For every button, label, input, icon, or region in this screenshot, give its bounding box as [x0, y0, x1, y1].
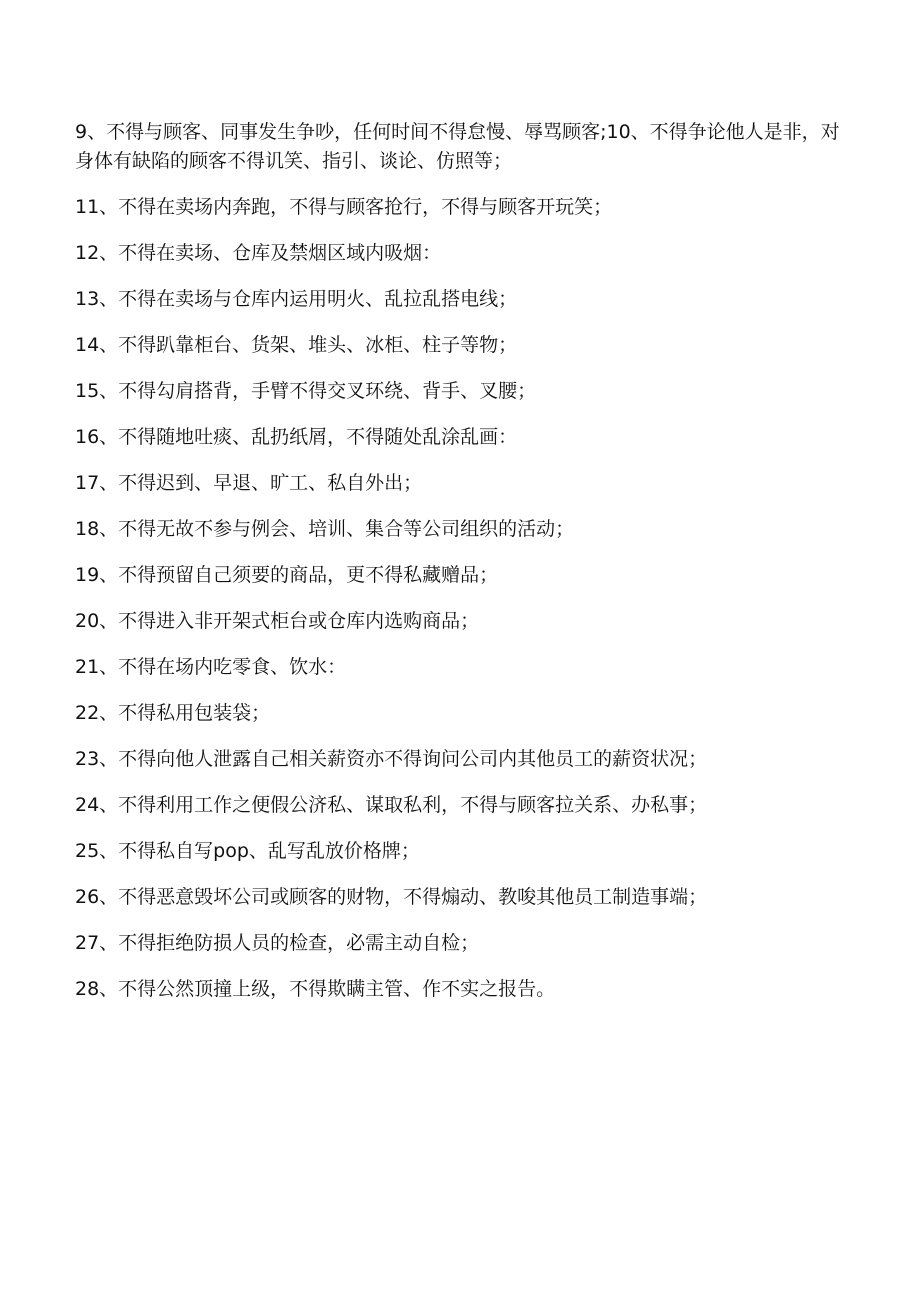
rule-item-26: 26、不得恶意毁坏公司或顾客的财物，不得煽动、教唆其他员工制造事端；: [75, 886, 708, 908]
rule-item-15: 15、不得勾肩搭背，手臂不得交叉环绕、背手、叉腰；: [75, 380, 537, 402]
rules-list: [75, 118, 845, 1021]
rule-item-20: 20、不得进入非开架式柜台或仓库内选购商品；: [75, 610, 480, 632]
rule-paragraph-9-10: 9、不得与顾客、同事发生争吵，任何时间不得怠慢、辱骂顾客;10、不得争论他人是非，对身体有缺陷的顾客不得讥笑、指引、谈论、仿照等；: [75, 121, 840, 172]
rule-item-24: 24、不得利用工作之便假公济私、谋取私利，不得与顾客拉关系、办私事；: [75, 794, 708, 816]
rule-item-19: 19、不得预留自己须要的商品，更不得私藏赠品；: [75, 564, 499, 586]
rule-item-12: 12、不得在卖场、仓库及禁烟区域内吸烟：: [75, 242, 442, 264]
rule-item-28: 28、不得公然顶撞上级，不得欺瞒主管、作不实之报告。: [75, 978, 556, 1000]
rule-item-11: 11、不得在卖场内奔跑，不得与顾客抢行，不得与顾客开玩笑；: [75, 196, 613, 218]
rule-item-23: 23、不得向他人泄露自己相关薪资亦不得询问公司内其他员工的薪资状况；: [75, 748, 708, 770]
rule-item-27: 27、不得拒绝防损人员的检查，必需主动自检；: [75, 932, 480, 954]
rule-item-25: 25、不得私自写pop、乱写乱放价格牌；: [75, 840, 420, 862]
rule-item-16: 16、不得随地吐痰、乱扔纸屑，不得随处乱涂乱画：: [75, 426, 518, 448]
rule-item-14: 14、不得趴靠柜台、货架、堆头、冰柜、柱子等物；: [75, 334, 518, 356]
rule-item-13: 13、不得在卖场与仓库内运用明火、乱拉乱搭电线；: [75, 288, 518, 310]
rule-item-22: 22、不得私用包装袋；: [75, 702, 271, 724]
rule-item-17: 17、不得迟到、早退、旷工、私自外出；: [75, 472, 423, 494]
rule-item-21: 21、不得在场内吃零食、饮水：: [75, 656, 347, 678]
rule-item-18: 18、不得无故不参与例会、培训、集合等公司组织的活动；: [75, 518, 575, 540]
